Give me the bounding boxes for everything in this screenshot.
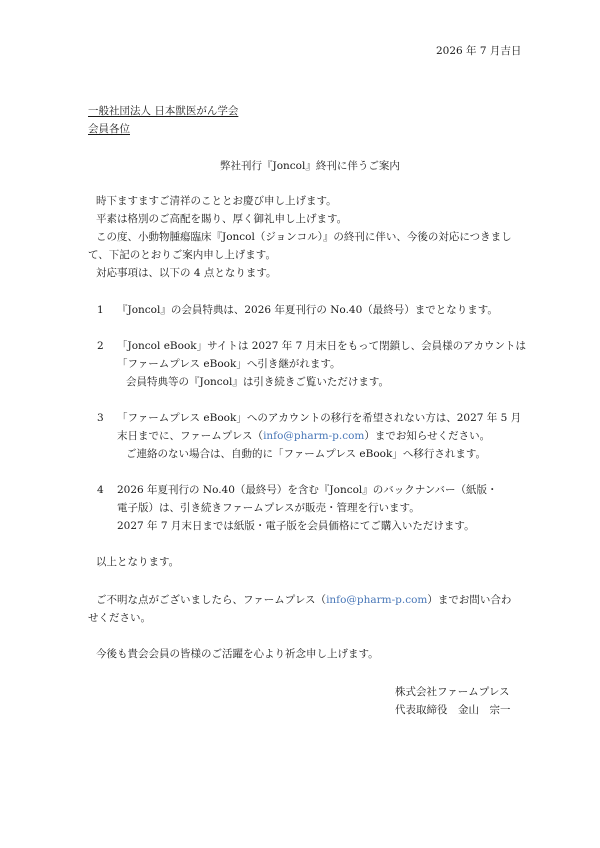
item-text-segment: ）までお知らせください。 [364,430,491,442]
item-number: 3 [97,412,104,424]
contact-text-segment: ご不明な点がございましたら、ファームプレス（ [96,594,327,606]
signature-representative: 代表取締役 金山 宗一 [395,704,511,716]
item-text: 『Joncol』の会員特典は、2026 年夏刊行の No.40（最終号）までとなります。 [117,304,498,316]
recipient-members: 会員各位 [88,123,130,135]
item-text: 会員特典等の『Joncol』は引き続きご覧いただけます。 [126,376,390,388]
intro-line: 平素は格別のご高配を賜り、厚く御礼申し上げます。 [96,213,348,225]
item-text: 2027 年 7 月末日までは紙版・電子版を会員価格にてご購入いただけます。 [117,520,475,532]
item-number: 4 [97,484,104,496]
email-link[interactable]: info@pharm-p.com [263,430,365,442]
email-link[interactable]: info@pharm-p.com [326,594,428,606]
item-text: 「ファームプレス eBook」へのアカウントの移行を希望されない方は、2027 年 5 月 [117,412,522,424]
intro-line: て、下記のとおりご案内申し上げます。 [88,249,276,261]
contact-line: せください。 [88,612,151,624]
item-text-segment: 末日までに、ファームプレス（ [117,430,264,442]
contact-text-segment: ）までお問い合わ [427,594,512,606]
item-text: ご連絡のない場合は、自動的に「ファームプレス eBook」へ移行されます。 [126,448,486,460]
item-text: 2026 年夏刊行の No.40（最終号）を含む『Joncol』のバックナンバー（紙版・ [117,484,498,496]
item-text: 「Joncol eBook」サイトは 2027 年 7 月末日をもって閉鎖し、会員様のアカウントは [117,340,527,352]
item-text: 電子版）は、引き続きファームプレスが販売・管理を行います。 [117,502,420,514]
item-text [117,428,490,444]
contact-line [96,592,511,608]
intro-line: 対応事項は、以下の 4 点となります。 [96,267,277,279]
item-text: 「ファームプレス eBook」へ引き継がれます。 [117,358,341,370]
closing-line: 以上となります。 [96,556,180,568]
letter-date: 2026 年 7 月吉日 [436,45,522,57]
item-number: 1 [97,304,104,316]
item-number: 2 [97,340,104,352]
recipient-organization: 一般社団法人 日本獣医がん学会 [88,105,239,117]
letter-subject: 弊社刊行『Joncol』終刊に伴うご案内 [220,160,400,172]
intro-line: この度、小動物腫瘍臨床『Joncol（ジョンコル）』の終刊に伴い、今後の対応につきまし [96,231,512,243]
wish-line: 今後も貴会会員の皆様のご活躍を心より祈念申し上げます。 [96,648,379,660]
intro-line: 時下ますますご清祥のこととお慶び申し上げます。 [96,195,337,207]
signature-company: 株式会社ファームプレス [395,686,510,698]
